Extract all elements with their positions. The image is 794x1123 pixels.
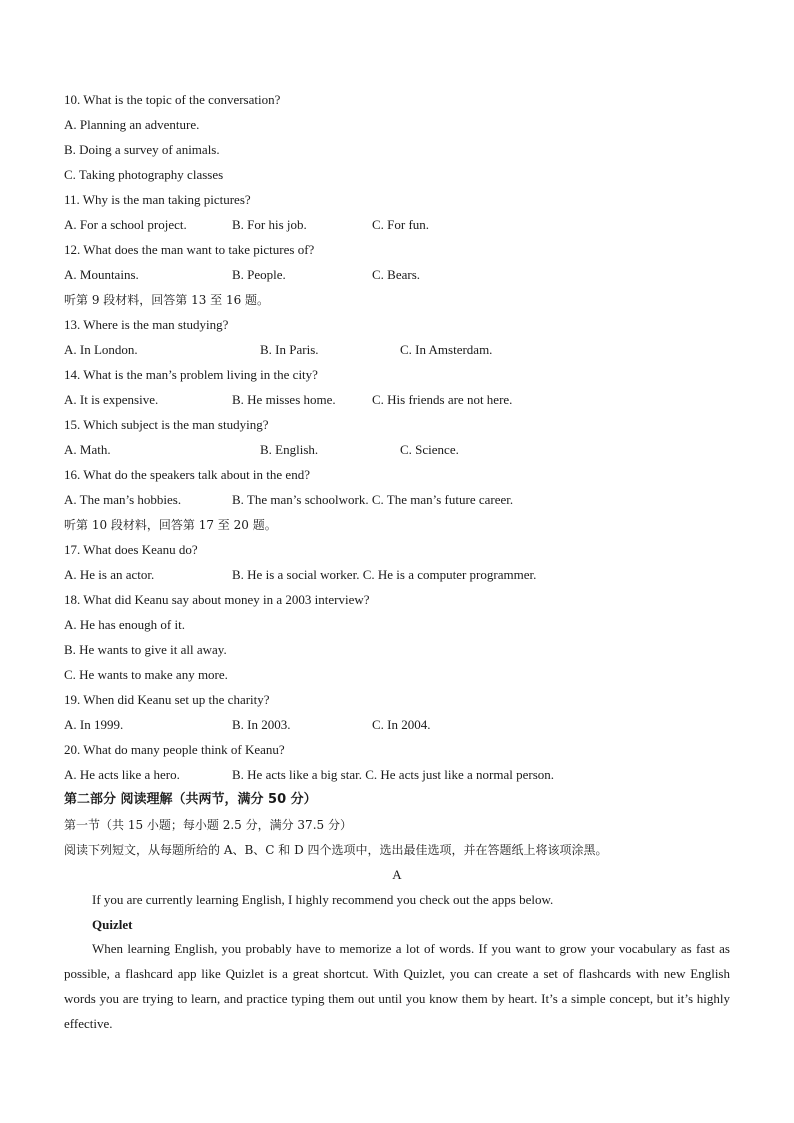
question-13-option-b: B. In Paris. bbox=[260, 342, 319, 357]
question-10-option-a: A. Planning an adventure. bbox=[64, 117, 200, 132]
question-12-stem: 12. What does the man want to take pictures of? bbox=[64, 242, 315, 257]
question-12-option-b: B. People. bbox=[232, 267, 286, 282]
question-19-option-c: C. In 2004. bbox=[372, 717, 431, 732]
part-2-heading: 第二部分 阅读理解（共两节，满分 50 分） bbox=[64, 792, 317, 807]
question-20-option-a: A. He acts like a hero. bbox=[64, 767, 180, 782]
question-14-option-b: B. He misses home. bbox=[232, 392, 336, 407]
app-name-heading: Quizlet bbox=[92, 917, 133, 932]
question-11-option-a: A. For a school project. bbox=[64, 217, 187, 232]
question-14-option-a: A. It is expensive. bbox=[64, 392, 159, 407]
question-15-stem: 15. Which subject is the man studying? bbox=[64, 417, 269, 432]
question-13-stem: 13. Where is the man studying? bbox=[64, 317, 229, 332]
question-16-stem: 16. What do the speakers talk about in the end? bbox=[64, 467, 310, 482]
question-15-option-c: C. Science. bbox=[400, 442, 459, 457]
question-14-option-c: C. His friends are not here. bbox=[372, 392, 513, 407]
question-17-option-a: A. He is an actor. bbox=[64, 567, 155, 582]
question-10-option-b: B. Doing a survey of animals. bbox=[64, 142, 220, 157]
question-17-stem: 17. What does Keanu do? bbox=[64, 542, 198, 557]
question-12-option-c: C. Bears. bbox=[372, 267, 421, 282]
part-2-instructions: 阅读下列短文，从每题所给的 A、B、C 和 D 四个选项中，选出最佳选项，并在答题纸上将该项涂黑。 bbox=[64, 843, 608, 857]
question-16-option-a: A. The man’s hobbies. bbox=[64, 492, 182, 507]
question-11-option-c: C. For fun. bbox=[372, 217, 430, 232]
question-17-options-b-c: B. He is a social worker. C. He is a computer programmer. bbox=[232, 567, 537, 582]
question-13-option-a: A. In London. bbox=[64, 342, 138, 357]
question-13-option-c: C. In Amsterdam. bbox=[400, 342, 493, 357]
question-18-option-b: B. He wants to give it all away. bbox=[64, 642, 227, 657]
passage-paragraph: When learning English, you probably have to memorize a lot of words. If you want to grow your vocabulary as fast as possible, a flashcard app like Quizlet is a great shortcut. With Quizlet, you can create a set of flashcards with new English words you are trying to learn, and practice typing them out until you know them by heart. It’s a simple concept, but it’s highly effective. bbox=[64, 941, 730, 1031]
question-19-stem: 19. When did Keanu set up the charity? bbox=[64, 692, 270, 707]
passage-intro: If you are currently learning English, I highly recommend you check out the apps below. bbox=[92, 892, 554, 907]
question-18-option-c: C. He wants to make any more. bbox=[64, 667, 228, 682]
question-19-option-a: A. In 1999. bbox=[64, 717, 124, 732]
question-19-option-b: B. In 2003. bbox=[232, 717, 291, 732]
passage-label: A bbox=[392, 867, 402, 882]
question-14-stem: 14. What is the man’s problem living in the city? bbox=[64, 367, 318, 382]
question-18-stem: 18. What did Keanu say about money in a 2003 interview? bbox=[64, 592, 370, 607]
part-2-section-1-heading: 第一节（共 15 小题；每小题 2.5 分，满分 37.5 分） bbox=[64, 818, 352, 832]
question-11-option-b: B. For his job. bbox=[232, 217, 307, 232]
question-20-stem: 20. What do many people think of Keanu? bbox=[64, 742, 285, 757]
question-20-options-b-c: B. He acts like a big star. C. He acts just like a normal person. bbox=[232, 767, 555, 782]
section-10-instruction: 听第 10 段材料，回答第 17 至 20 题。 bbox=[64, 518, 277, 532]
section-9-instruction: 听第 9 段材料，回答第 13 至 16 题。 bbox=[64, 293, 270, 307]
question-12-option-a: A. Mountains. bbox=[64, 267, 139, 282]
question-15-option-b: B. English. bbox=[260, 442, 319, 457]
question-18-option-a: A. He has enough of it. bbox=[64, 617, 185, 632]
question-15-option-a: A. Math. bbox=[64, 442, 111, 457]
question-10-stem: 10. What is the topic of the conversation? bbox=[64, 92, 281, 107]
question-16-options-b-c: B. The man’s schoolwork. C. The man’s future career. bbox=[232, 492, 514, 507]
question-10-option-c: C. Taking photography classes bbox=[64, 167, 224, 182]
question-11-stem: 11. Why is the man taking pictures? bbox=[64, 192, 251, 207]
